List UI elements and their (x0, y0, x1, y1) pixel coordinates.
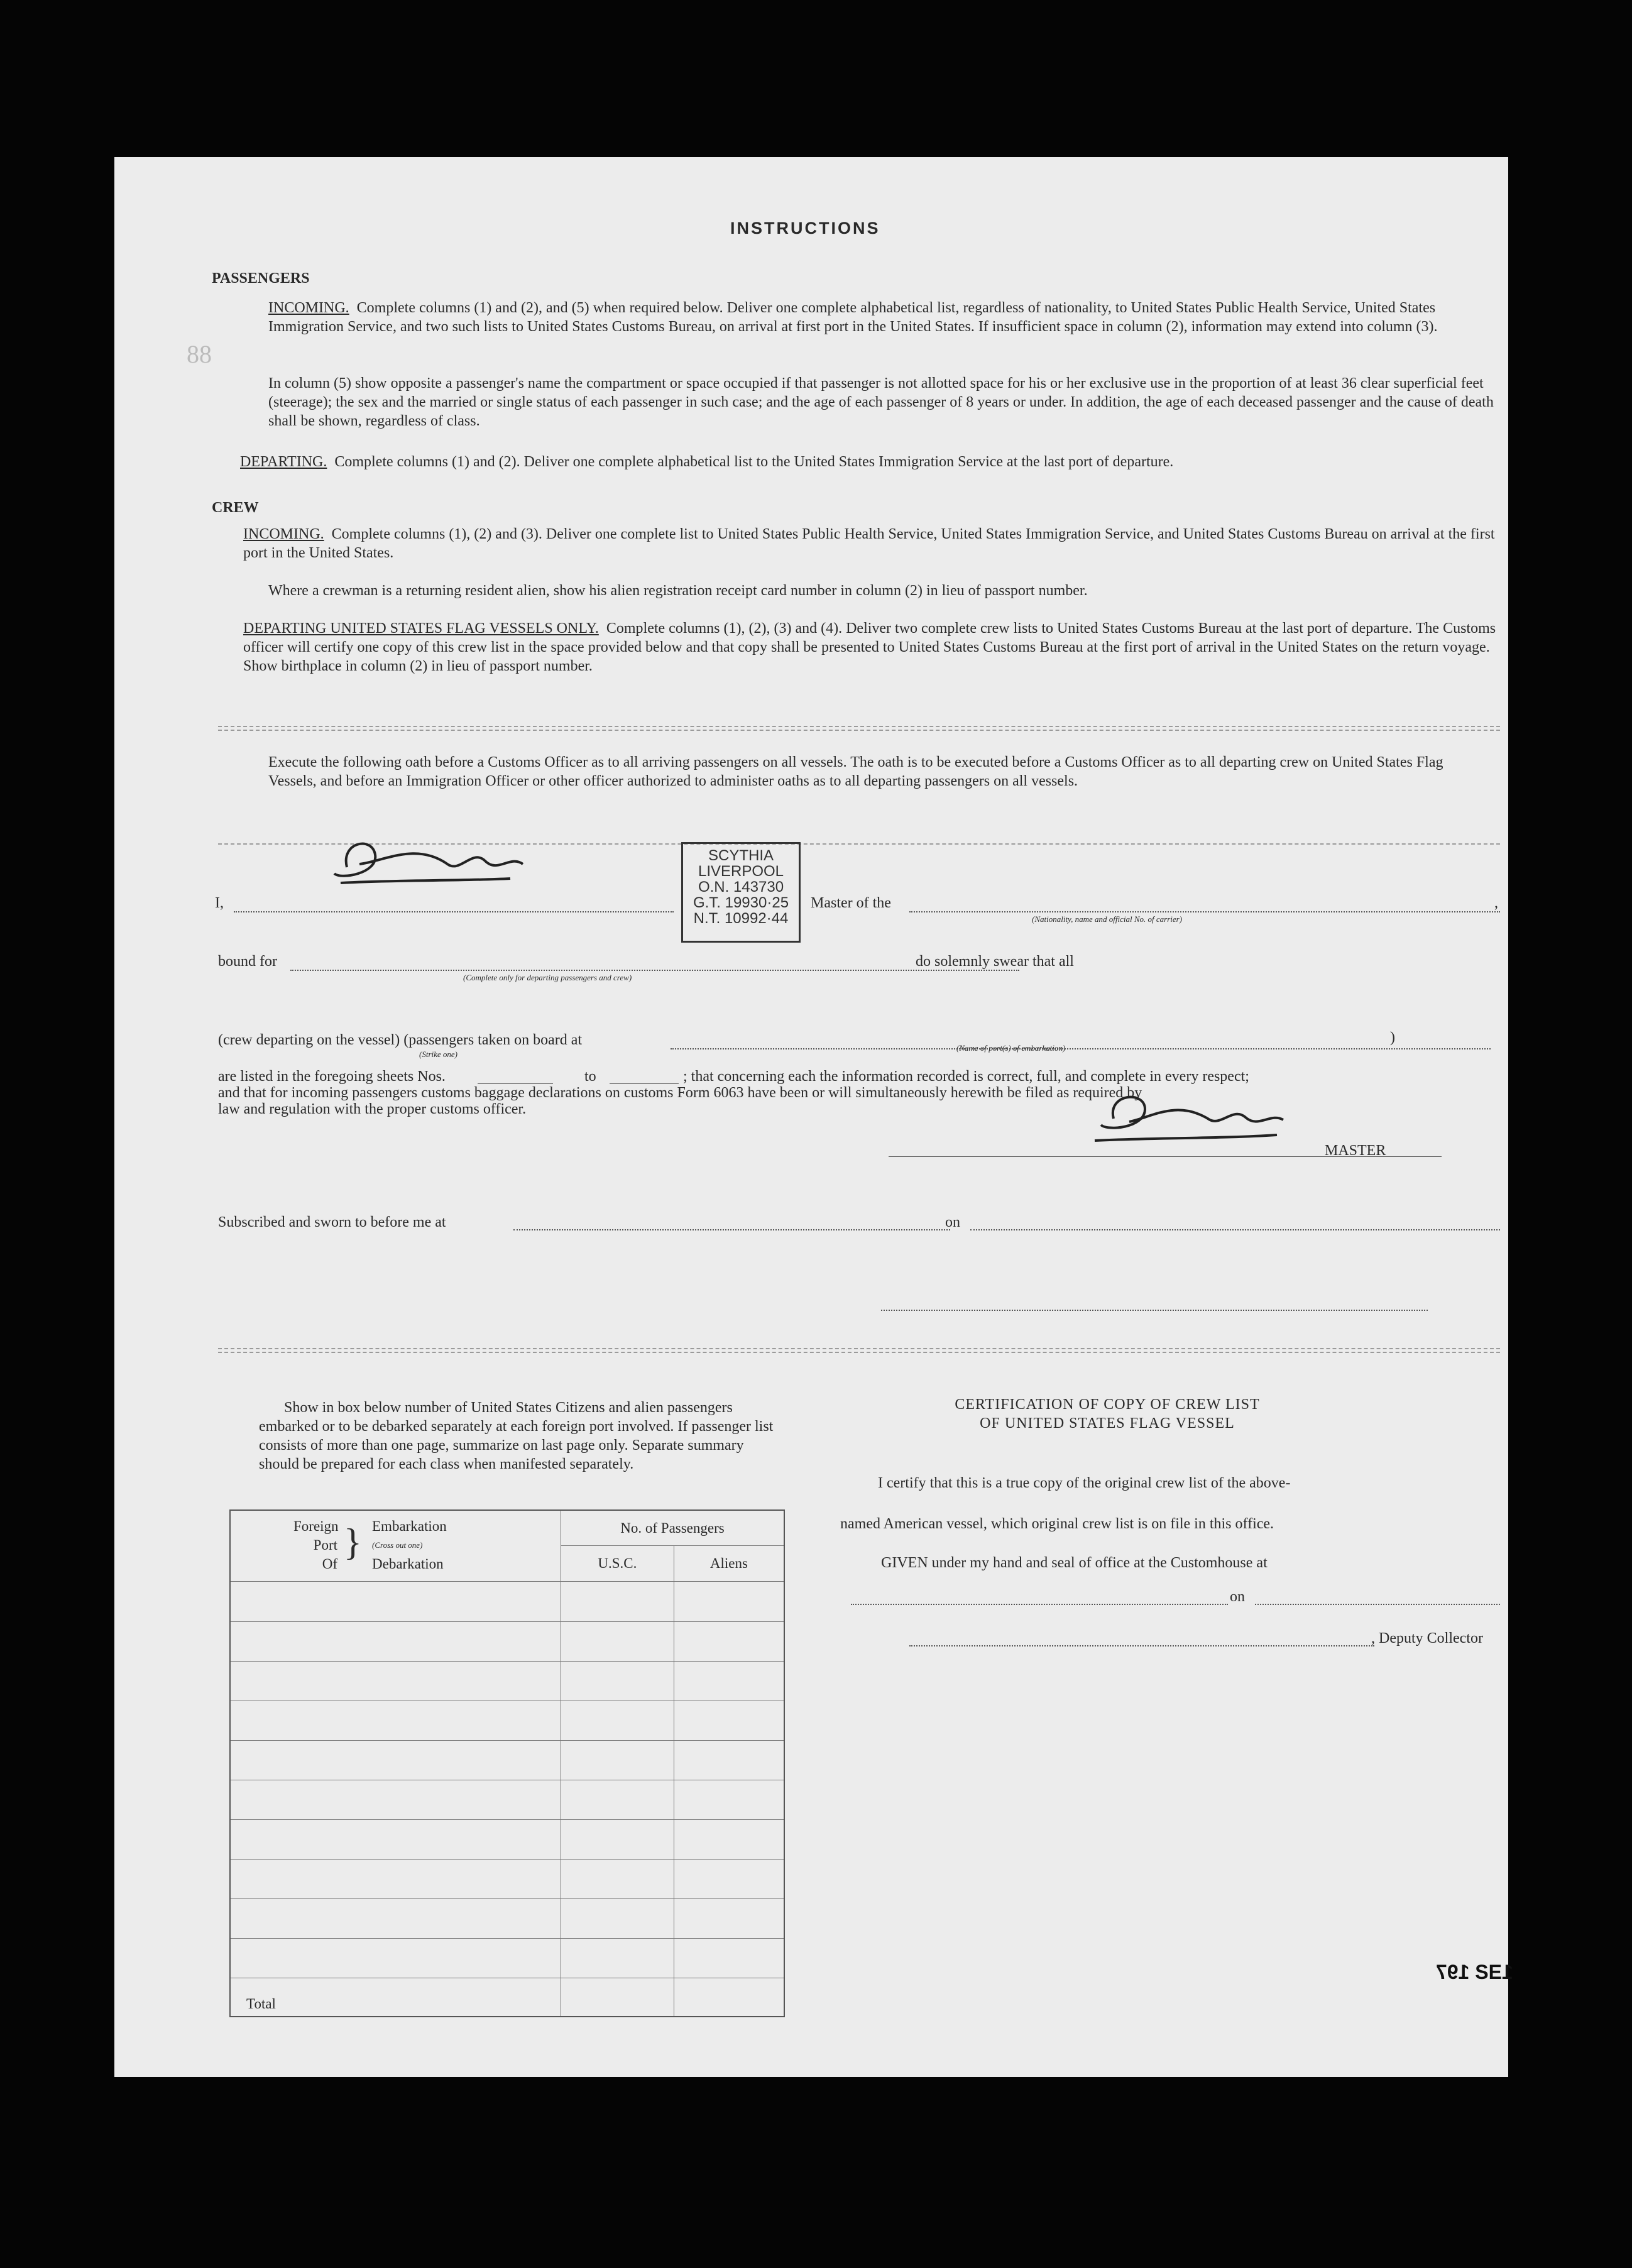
col-debarkation: Debarkation (372, 1556, 444, 1572)
crew-resident-paragraph: Where a crewman is a returning resident alien, show his alien registration receipt card number in column (2) in lieu of passport number. (268, 583, 1088, 599)
usc-cell[interactable] (561, 1661, 674, 1701)
certification-date-line[interactable] (1255, 1604, 1500, 1605)
port-cell[interactable] (230, 1661, 561, 1701)
stamp-port: LIVERPOOL (698, 863, 784, 880)
total-label: Total (230, 1978, 561, 2017)
passengers-incoming-label: INCOMING. (268, 300, 349, 316)
passengers-departing-label: DEPARTING. (240, 454, 327, 470)
port-header (230, 1510, 561, 1582)
aliens-cell[interactable] (674, 1661, 784, 1701)
master-label: MASTER (1325, 1142, 1386, 1159)
passengers-incoming-paragraph (268, 299, 1500, 336)
brace: } (344, 1521, 362, 1563)
no-passengers-header: No. of Passengers (561, 1510, 785, 1546)
crew-departing-text: Complete columns (1), (2), (3) and (4). Deliver two complete crew lists to United States Customs Bureau at the last port of departure. The Customs officer will certify one copy of this crew list in the space provided below and that copy shall be presented to United States Customs Bureau at the first port of arrival in the United States on the return voyage. Show birthplace in column (2) in lieu of passport number. (243, 620, 1496, 674)
aliens-cell[interactable] (674, 1780, 784, 1819)
margin-number: 88 (187, 340, 212, 368)
crew-incoming-paragraph (243, 525, 1500, 562)
aliens-cell[interactable] (674, 1701, 784, 1740)
subscribed-place-line[interactable] (513, 1229, 950, 1230)
divider (218, 726, 1500, 727)
col-cross-out: (Cross out one) (372, 1540, 423, 1550)
divider (218, 1352, 1500, 1353)
col-of: Of (322, 1556, 337, 1572)
subscribed-date-line[interactable] (970, 1229, 1500, 1230)
port-cell[interactable] (230, 1939, 561, 1978)
certification-title-1: CERTIFICATION OF COPY OF CREW LIST (955, 1396, 1260, 1413)
master-signature (322, 830, 535, 899)
listed-start: are listed in the foregoing sheets Nos. (218, 1068, 446, 1085)
port-cell[interactable] (230, 1582, 561, 1621)
usc-cell[interactable] (561, 1860, 674, 1899)
usc-cell[interactable] (561, 1899, 674, 1939)
port-cell[interactable] (230, 1701, 561, 1740)
aliens-cell[interactable] (674, 1621, 784, 1661)
usc-cell[interactable] (561, 1740, 674, 1780)
certification-text-2: named American vessel, which original crew list is on file in this office. (840, 1516, 1274, 1532)
subscribed-on-label: on (945, 1214, 960, 1230)
port-cell[interactable] (230, 1780, 561, 1819)
aliens-total-cell[interactable] (674, 1978, 784, 2017)
usc-cell[interactable] (561, 1939, 674, 1978)
bound-for-line[interactable] (290, 970, 1019, 971)
aliens-cell[interactable] (674, 1820, 784, 1860)
passengers-departing-text: Complete columns (1) and (2). Deliver one complete alphabetical list to the United States Immigration Service at the last port of departure. (334, 454, 1174, 470)
usc-total-cell[interactable] (561, 1978, 674, 2017)
aliens-cell[interactable] (674, 1939, 784, 1978)
ports-line[interactable] (671, 1048, 1491, 1049)
usc-cell[interactable] (561, 1820, 674, 1860)
listed-statement: ; that concerning each the information recorded is correct, full, and complete in every respect; (683, 1068, 1249, 1085)
aliens-cell[interactable] (674, 1582, 784, 1621)
master-of-the-label: Master of the (811, 895, 891, 911)
oath-intro: Execute the following oath before a Customs Officer as to all arriving passengers on all vessels. The oath is to be executed before a Customs Officer as to all departing crew on United States Flag Vessels, and before an Immigration Officer or other officer authorized to administer oaths as to all departing passengers on all vessels. (268, 754, 1443, 789)
stamp-official-number: O.N. 143730 (698, 879, 784, 896)
crew-incoming-text: Complete columns (1), (2) and (3). Deliver one complete list to United States Public Health Service, United States Immigration Service, and United States Customs Bureau on arrival at the first port in the United States. (243, 526, 1495, 561)
master-signature-2 (1082, 1087, 1296, 1163)
certification-on-label: on (1230, 1589, 1245, 1605)
ports-caption: (Name of port(s) of embarkation) (956, 1043, 1066, 1053)
i-label: I, (215, 895, 224, 911)
page-stamp: 1ƎƧ 197 (1436, 1961, 1513, 1983)
close-paren: ) (1390, 1029, 1395, 1046)
vessel-stamp (681, 842, 801, 943)
crew-incoming-label: INCOMING. (243, 526, 324, 542)
port-cell[interactable] (230, 1820, 561, 1860)
crew-passengers-text: (crew departing on the vessel) (passengers taken on board at (218, 1032, 583, 1048)
page-title: INSTRUCTIONS (730, 219, 880, 238)
usc-cell[interactable] (561, 1582, 674, 1621)
scan-background (0, 0, 1632, 157)
port-cell[interactable] (230, 1899, 561, 1939)
listed-law: law and regulation with the proper customs officer. (218, 1101, 527, 1117)
certification-given: GIVEN under my hand and seal of office at the Customhouse at (881, 1555, 1268, 1571)
col-embarkation: Embarkation (372, 1518, 447, 1534)
aliens-cell[interactable] (674, 1860, 784, 1899)
port-cell[interactable] (230, 1621, 561, 1661)
comma: , (1494, 895, 1498, 911)
subscribed-label: Subscribed and sworn to before me at (218, 1214, 446, 1230)
bound-for-label: bound for (218, 953, 277, 970)
crew-departing-label: DEPARTING UNITED STATES FLAG VESSELS ONLY. (243, 620, 599, 637)
certification-text-1: I certify that this is a true copy of the original crew list of the above- (878, 1475, 1291, 1491)
deputy-collector-line[interactable] (909, 1645, 1374, 1646)
passengers-incoming-text: Complete columns (1) and (2), and (5) when required below. Deliver one complete alphabetical list, regardless of nationality, to United States Public Health Service, United States Immigration Service, and two such lists to United States Customs Bureau, on arrival at first port in the United States. If insufficient space in column (2), information may extend into column (3). (268, 300, 1438, 335)
carrier-line[interactable] (909, 911, 1500, 912)
document-page (114, 157, 1508, 2077)
stamp-net-tonnage: N.T. 10992·44 (693, 910, 789, 927)
crew-title: CREW (212, 500, 259, 516)
divider (218, 1348, 1500, 1349)
stamp-vessel-name: SCYTHIA (708, 847, 774, 864)
swear-text: do solemnly swear that all (916, 953, 1074, 970)
aliens-cell[interactable] (674, 1740, 784, 1780)
crew-departing-paragraph (243, 619, 1500, 676)
deputy-collector-label: , Deputy Collector (1371, 1630, 1483, 1646)
port-cell[interactable] (230, 1740, 561, 1780)
stamp-gross-tonnage: G.T. 19930·25 (693, 894, 789, 911)
usc-cell[interactable] (561, 1701, 674, 1740)
officer-signature-line[interactable] (881, 1310, 1428, 1311)
strike-one-caption: (Strike one) (419, 1049, 458, 1059)
usc-cell[interactable] (561, 1780, 674, 1819)
nationality-caption: (Nationality, name and official No. of carrier) (1032, 914, 1183, 924)
customhouse-line[interactable] (851, 1604, 1228, 1605)
col-foreign: Foreign (293, 1518, 339, 1534)
certification-title-2: OF UNITED STATES FLAG VESSEL (980, 1415, 1235, 1432)
passengers-departing-paragraph (240, 452, 1500, 471)
column5-paragraph: In column (5) show opposite a passenger's name the compartment or space occupied if that passenger is not allotted space for his or her exclusive use in the proportion of at least 36 clear superficial feet (steerage); the sex and the married or single status of each passenger in such case; and the age of each passenger of 8 years or under. In addition, the age of each deceased passenger and the cause of death shall be shown, regardless of class. (268, 375, 1494, 429)
aliens-header: Aliens (674, 1546, 784, 1582)
usc-cell[interactable] (561, 1621, 674, 1661)
listed-to: to (584, 1068, 596, 1085)
usc-header: U.S.C. (561, 1546, 674, 1582)
master-name-line[interactable] (234, 911, 674, 912)
listed-baggage: and that for incoming passengers customs baggage declarations on customs Form 6063 have been or will simultaneously herewith be filed as required by (218, 1085, 1142, 1101)
col-port: Port (313, 1537, 337, 1553)
divider (218, 730, 1500, 731)
certification-title (824, 1395, 1390, 1433)
passenger-summary-table (229, 1509, 785, 2017)
summary-instructions: Show in box below number of United States Citizens and alien passengers embarked or to be debarked separately at each foreign port involved. If passenger list consists of more than one page, summarize on last page only. Separate summary should be prepared for each class when manifested separately. (259, 1400, 774, 1472)
bound-caption: (Complete only for departing passengers and crew) (463, 973, 632, 982)
aliens-cell[interactable] (674, 1899, 784, 1939)
passengers-title: PASSENGERS (212, 270, 310, 287)
port-cell[interactable] (230, 1860, 561, 1899)
